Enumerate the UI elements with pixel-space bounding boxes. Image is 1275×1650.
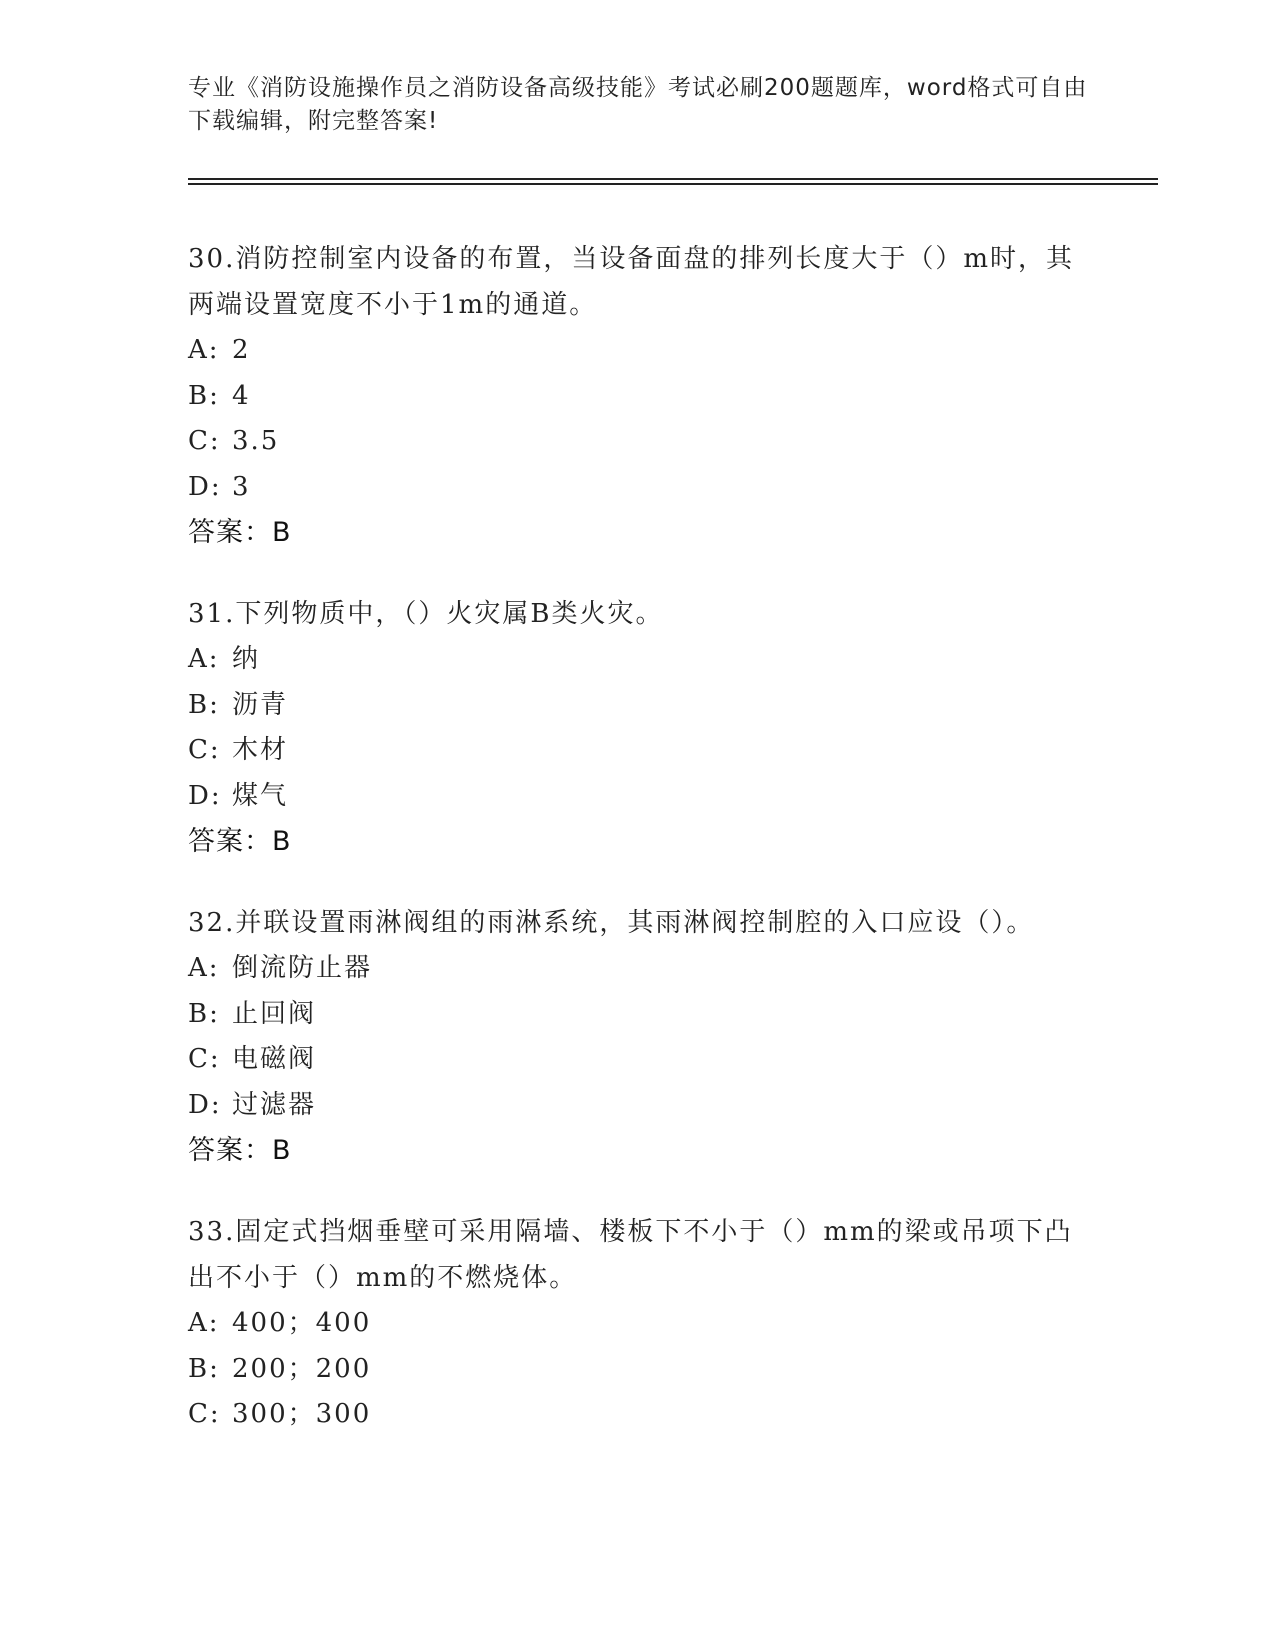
option-b (188, 683, 1088, 729)
option-text: 沥青 (232, 689, 289, 720)
option-text: 200；200 (232, 1353, 372, 1384)
question-31 (188, 591, 1088, 865)
option-text: 2 (232, 335, 251, 365)
option-text: 400；400 (232, 1308, 372, 1338)
option-letter: C: (188, 735, 221, 765)
option-letter: A: (188, 953, 220, 983)
option-d (188, 465, 1088, 511)
option-text: 3 (232, 471, 251, 502)
option-letter: A: (188, 644, 220, 674)
option-letter: C: (188, 426, 221, 456)
option-letter: B: (188, 689, 220, 720)
option-letter: D: (188, 1089, 222, 1120)
option-b (188, 992, 1088, 1038)
question-stem: 33.固定式挡烟垂壁可采用隔墙、楼板下不小于（）mm的梁或吊项下凸出不小于（）mm的不燃烧体。 (188, 1217, 1073, 1293)
option-a (188, 946, 1088, 992)
option-b (188, 374, 1088, 420)
option-text: 过滤器 (232, 1089, 317, 1120)
option-a (188, 1301, 1088, 1347)
option-c (188, 1392, 1088, 1438)
option-text: 煤气 (232, 780, 289, 811)
document-header: 专业《消防设施操作员之消防设备高级技能》考试必刷200题题库，word格式可自由下载编辑，附完整答案! (188, 75, 1088, 134)
option-text: 止回阀 (232, 998, 317, 1029)
option-text: 纳 (232, 644, 261, 674)
option-a (188, 328, 1088, 374)
option-text: 3.5 (232, 426, 280, 456)
option-text: 电磁阀 (232, 1044, 317, 1074)
question-list (188, 236, 1088, 1473)
option-text: 300；300 (232, 1399, 372, 1429)
option-text: 木材 (232, 735, 289, 765)
option-d (188, 774, 1088, 820)
question-33 (188, 1209, 1088, 1438)
option-letter: B: (188, 998, 220, 1029)
answer-line: 答案：B (188, 826, 292, 857)
question-stem: 32.并联设置雨淋阀组的雨淋系统，其雨淋阀控制腔的入口应设（）。 (188, 908, 1035, 938)
option-a (188, 637, 1088, 683)
option-b (188, 1347, 1088, 1393)
option-text: 倒流防止器 (232, 953, 373, 983)
option-d (188, 1083, 1088, 1129)
option-c (188, 728, 1088, 774)
answer-line: 答案：B (188, 517, 292, 548)
question-30 (188, 236, 1088, 556)
option-letter: C: (188, 1399, 221, 1429)
option-letter: C: (188, 1044, 221, 1074)
answer-line: 答案：B (188, 1135, 292, 1166)
question-stem: 30.消防控制室内设备的布置，当设备面盘的排列长度大于（）m时，其两端设置宽度不小于1m的通道。 (188, 244, 1075, 320)
question-32 (188, 900, 1088, 1174)
option-c (188, 419, 1088, 465)
option-letter: B: (188, 380, 220, 411)
question-stem: 31.下列物质中，（）火灾属B类火灾。 (188, 599, 664, 629)
option-letter: B: (188, 1353, 220, 1384)
header-rule-bottom (188, 183, 1158, 185)
option-letter: D: (188, 780, 222, 811)
option-letter: D: (188, 471, 222, 502)
header-rule-top (188, 178, 1158, 180)
option-letter: A: (188, 1308, 220, 1338)
option-text: 4 (232, 380, 251, 411)
option-letter: A: (188, 335, 220, 365)
option-c (188, 1037, 1088, 1083)
